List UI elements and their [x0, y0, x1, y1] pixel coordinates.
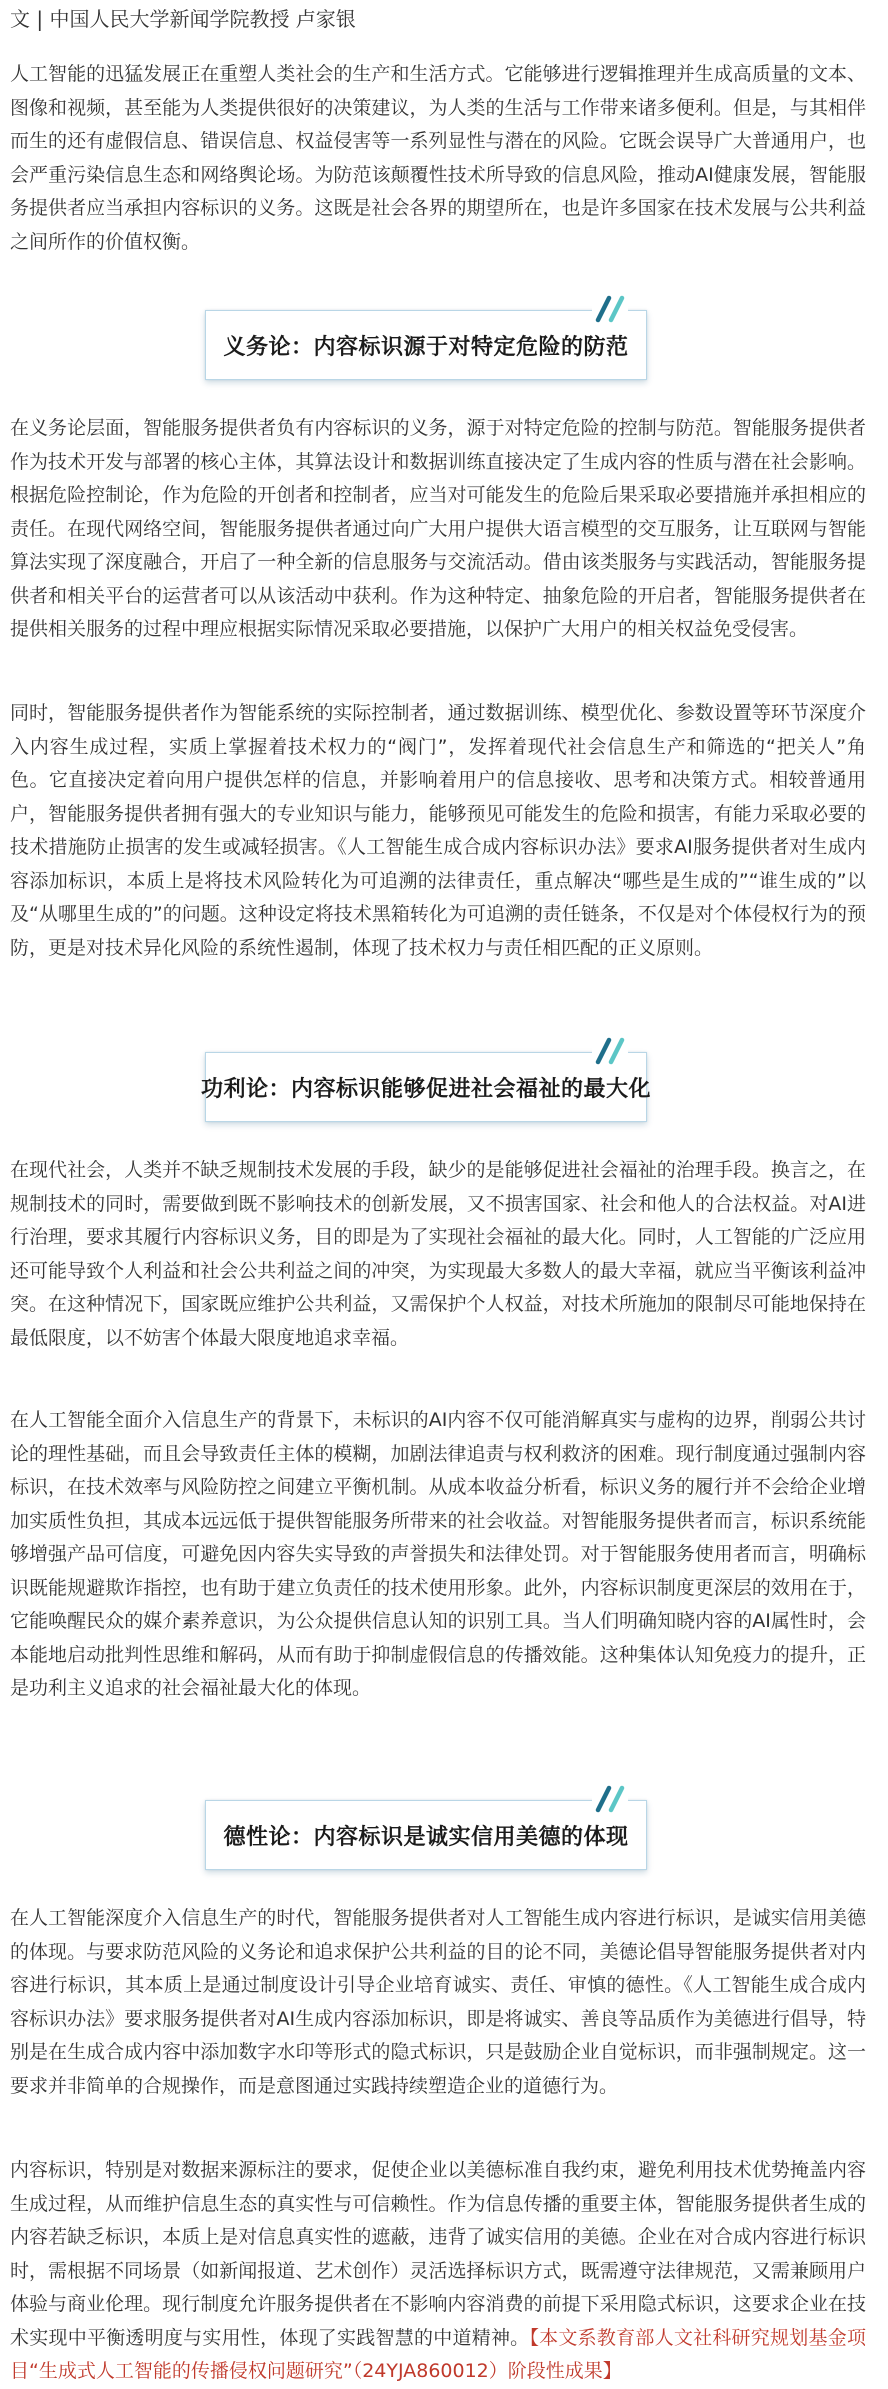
- intro-paragraph: 人工智能的迅猛发展正在重塑人类社会的生产和生活方式。它能够进行逻辑推理并生成高质量的文本、图像和视频，甚至能为人类提供很好的决策建议，为人类的生活与工作带来诸多便利。但是，与其相伴而生的还有虚假信息、错误信息、权益侵害等一系列显性与潜在的风险。它既会误导广大普通用户，也会严重污染信息生态和网络舆论场。为防范该颠覆性技术所导致的信息风险，推动AI健康发展，智能服务提供者应当承担内容标识的义务。这既是社会各界的期望所在，也是许多国家在技术发展与公共利益之间所作的价值权衡。: [10, 63, 866, 253]
- funding-note: 【本文系教育部人文社科研究规划基金项目“生成式人工智能的传播侵权问题研究”（24YJA860012）阶段性成果】: [10, 2326, 866, 2382]
- virtue-paragraph-1: 在人工智能深度介入信息生产的时代，智能服务提供者对人工智能生成内容进行标识，是诚实信用美德的体现。与要求防范风险的义务论和追求保护公共利益的目的论不同，美德论倡导智能服务提供者对内容进行标识，其本质上是通过制度设计引导企业培育诚实、责任、审慎的德性。《人工智能生成合成内容标识办法》要求服务提供者对AI生成内容添加标识，即是将诚实、善良等品质作为美德进行倡导，特别是在生成合成内容中添加数字水印等形式的隐式标识，只是鼓励企业自觉标识，而非强制规定。这一要求并非简单的合规操作，而是意图通过实践持续塑造企业的道德行为。: [10, 1907, 866, 2097]
- section-heading-virtue: [205, 1800, 647, 1870]
- section-heading-text: 功利论：内容标识能够促进社会福祉的最大化: [201, 1076, 652, 1102]
- section-heading-text: 义务论：内容标识源于对特定危险的防范: [223, 334, 629, 360]
- obligation-paragraph-2: 同时，智能服务提供者作为智能系统的实际控制者，通过数据训练、模型优化、参数设置等环节深度介入内容生成过程，实质上掌握着技术权力的“阀门”，发挥着现代社会信息生产和筛选的“把关人”角色。它直接决定着向用户提供怎样的信息，并影响着用户的信息接收、思考和决策方式。相较普通用户，智能服务提供者拥有强大的专业知识与能力，能够预见可能发生的危险和损害，有能力采取必要的技术措施防止损害的发生或减轻损害。《人工智能生成合成内容标识办法》要求AI服务提供者对生成内容添加标识，本质上是将技术风险转化为可追溯的法律责任，重点解决“哪些是生成的”“谁生成的”以及“从哪里生成的”的问题。这种设定将技术黑箱转化为可追溯的责任链条，不仅是对个体侵权行为的预防，更是对技术异化风险的系统性遏制，体现了技术权力与责任相匹配的正义原则。: [10, 702, 866, 959]
- virtue-paragraph-2: [10, 2154, 866, 2389]
- obligation-paragraph-1: 在义务论层面，智能服务提供者负有内容标识的义务，源于对特定危险的控制与防范。智能服务提供者作为技术开发与部署的核心主体，其算法设计和数据训练直接决定了生成内容的性质与潜在社会影响。根据危险控制论，作为危险的开创者和控制者，应当对可能发生的危险后果采取必要措施并承担相应的责任。在现代网络空间，智能服务提供者通过向广大用户提供大语言模型的交互服务，让互联网与智能算法实现了深度融合，开启了一种全新的信息服务与交流活动。借由该类服务与实践活动，智能服务提供者和相关平台的运营者可以从该活动中获利。作为这种特定、抽象危险的开启者，智能服务提供者在提供相关服务的过程中理应根据实际情况采取必要措施，以保护广大用户的相关权益免受侵害。: [10, 417, 866, 640]
- virtue-paragraph-2-text: 内容标识，特别是对数据来源标注的要求，促使企业以美德标准自我约束，避免利用技术优势掩盖内容生成过程，从而维护信息生态的真实性与可信赖性。作为信息传播的重要主体，智能服务提供者生成的内容若缺乏标识，本质上是对信息真实性的遮蔽，违背了诚实信用的美德。企业在对合成内容进行标识时，需根据不同场景（如新闻报道、艺术创作）灵活选择标识方式，既需遵守法律规范，又需兼顾用户体验与商业伦理。现行制度允许服务提供者在不影响内容消费的前提下采用隐式标识，这要求企业在技术实现中平衡透明度与实用性，体现了实践智慧的中道精神。: [10, 2159, 866, 2349]
- utility-paragraph-1: 在现代社会，人类并不缺乏规制技术发展的手段，缺少的是能够促进社会福祉的治理手段。换言之，在规制技术的同时，需要做到既不影响技术的创新发展，又不损害国家、社会和他人的合法权益。对AI进行治理，要求其履行内容标识义务，目的即是为了实现社会福祉的最大化。同时，人工智能的广泛应用还可能导致个人利益和社会公共利益之间的冲突，为实现最大多数人的最大幸福，就应当平衡该利益冲突。在这种情况下，国家既应维护公共利益，又需保护个人权益，对技术所施加的限制尽可能地保持在最低限度，以不妨害个体最大限度地追求幸福。: [10, 1159, 866, 1349]
- utility-paragraph-2: 在人工智能全面介入信息生产的背景下，未标识的AI内容不仅可能消解真实与虚构的边界，削弱公共讨论的理性基础，而且会导致责任主体的模糊，加剧法律追责与权利救济的困难。现行制度通过强制内容标识，在技术效率与风险防控之间建立平衡机制。从成本收益分析看，标识义务的履行并不会给企业增加实质性负担，其成本远远低于提供智能服务所带来的社会收益。对智能服务提供者而言，标识系统能够增强产品可信度，可避免因内容失实导致的声誉损失和法律处罚。对于智能服务使用者而言，明确标识既能规避欺诈指控，也有助于建立负责任的技术使用形象。此外，内容标识制度更深层的效用在于，它能唤醒民众的媒介素养意识，为公众提供信息认知的识别工具。当人们明确知晓内容的AI属性时，会本能地启动批判性思维和解码，从而有助于抑制虚假信息的传播效能。这种集体认知免疫力的提升，正是功利主义追求的社会福祉最大化的体现。: [10, 1409, 866, 1699]
- section-heading-utility: [201, 1052, 652, 1122]
- section-heading-text: 德性论：内容标识是诚实信用美德的体现: [223, 1824, 629, 1850]
- section-heading-obligation: [205, 310, 647, 380]
- byline: 文 | 中国人民大学新闻学院教授 卢家银: [10, 7, 356, 31]
